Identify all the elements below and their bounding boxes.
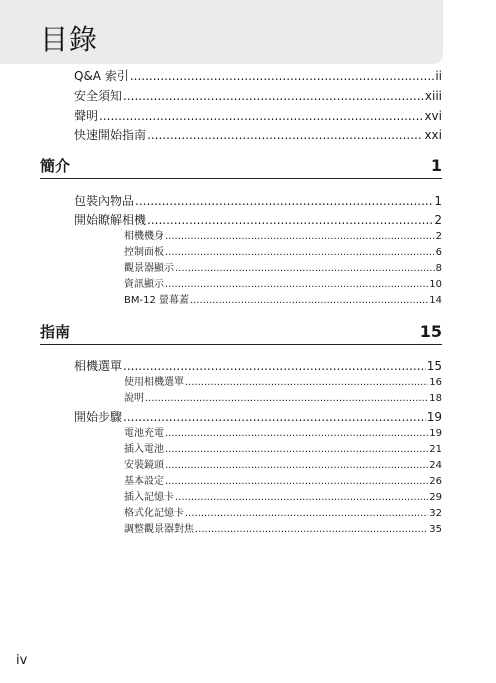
toc-entry-label: 調整觀景器對焦: [124, 524, 194, 535]
section-page: 1: [430, 156, 442, 175]
toc-entry-qa-index[interactable]: [74, 68, 442, 84]
toc-subentry-insert-battery[interactable]: [124, 443, 442, 457]
leader-dots: [123, 409, 426, 425]
section-page: 15: [419, 322, 442, 341]
toc-entry-page: 35: [429, 524, 442, 535]
leader-dots: [165, 427, 428, 441]
leader-dots: [147, 212, 433, 228]
leader-dots: [145, 392, 428, 406]
toc-entry-page: 6: [435, 247, 442, 258]
toc-subentry-camera-body[interactable]: [124, 230, 442, 244]
leader-dots: [195, 523, 428, 537]
leader-dots: [165, 246, 435, 260]
toc-entry-label: BM-12 螢幕蓋: [124, 295, 189, 306]
toc-entry-camera-menus[interactable]: [74, 358, 442, 374]
toc-subentry-control-panel[interactable]: [124, 246, 442, 260]
leader-dots: [165, 459, 428, 473]
toc-entry-label: 相機選單: [74, 359, 123, 373]
toc-entry-page: 14: [429, 295, 442, 306]
toc-subentry-monitor-cover[interactable]: [124, 294, 442, 308]
toc-entry-page: 8: [435, 263, 442, 274]
page-number: iv: [16, 653, 28, 668]
section-heading-guide[interactable]: [40, 318, 442, 345]
leader-dots: [99, 108, 423, 124]
leader-dots: [165, 230, 435, 244]
toc-entry-label: 觀景器顯示: [124, 263, 174, 274]
toc-entry-page: 19: [429, 428, 442, 439]
toc-subentry-info-display[interactable]: [124, 278, 442, 292]
toc-entry-label: Q&A 索引: [74, 69, 129, 83]
leader-dots: [190, 294, 428, 308]
toc-subentry-format-memory-card[interactable]: [124, 507, 442, 521]
leader-dots: [147, 127, 423, 143]
leader-dots: [165, 443, 428, 457]
toc-entry-page: xvi: [424, 109, 442, 123]
page-title: 目錄: [40, 23, 99, 56]
toc-subentry-insert-memory-card[interactable]: [124, 491, 442, 505]
toc-entry-label: 安裝鏡頭: [124, 460, 164, 471]
toc-entry-page: 19: [426, 410, 442, 424]
toc-entry-page: 26: [429, 476, 442, 487]
leader-dots: [175, 491, 428, 505]
toc-entry-label: 插入記憶卡: [124, 492, 174, 503]
toc-entry-page: 18: [429, 393, 442, 404]
toc-entry-first-steps[interactable]: [74, 409, 442, 425]
toc-entry-label: 基本設定: [124, 476, 164, 487]
toc-subentry-basic-setup[interactable]: [124, 475, 442, 489]
toc-entry-label: 快速開始指南: [74, 128, 147, 142]
toc-subentry-viewfinder-focus[interactable]: [124, 523, 442, 537]
toc-subentry-viewfinder-display[interactable]: [124, 262, 442, 276]
toc-entry-getting-to-know[interactable]: [74, 212, 442, 228]
toc-entry-label: 開始步驟: [74, 410, 123, 424]
toc-entry-label: 相機機身: [124, 231, 164, 242]
toc-entry-page: 2: [434, 213, 442, 227]
toc-entry-label: 使用相機選單: [124, 377, 184, 388]
toc-entry-page: ii: [435, 69, 442, 83]
leader-dots: [135, 193, 433, 209]
toc-subentry-attach-lens[interactable]: [124, 459, 442, 473]
toc-entry-safety[interactable]: [74, 88, 442, 104]
leader-dots: [175, 262, 435, 276]
section-title: 指南: [40, 323, 71, 341]
toc-entry-page: 32: [429, 508, 442, 519]
toc-entry-page: 1: [434, 194, 442, 208]
leader-dots: [165, 278, 428, 292]
toc-entry-page: 10: [429, 279, 442, 290]
toc-entry-page: 15: [426, 359, 442, 373]
toc-entry-label: 插入電池: [124, 444, 164, 455]
leader-dots: [185, 376, 428, 390]
toc-subentry-using-menus[interactable]: [124, 376, 442, 390]
toc-entry-page: 29: [429, 492, 442, 503]
leader-dots: [123, 358, 426, 374]
toc-entry-label: 格式化記憶卡: [124, 508, 184, 519]
toc-entry-label: 資訊顯示: [124, 279, 164, 290]
toc-subentry-help[interactable]: [124, 392, 442, 406]
toc-entry-page: 16: [429, 377, 442, 388]
toc-subentry-charge-battery[interactable]: [124, 427, 442, 441]
toc-entry-label: 說明: [124, 393, 144, 404]
toc-entry-package-contents[interactable]: [74, 193, 442, 209]
section-heading-introduction[interactable]: [40, 152, 442, 179]
toc-entry-page: xxi: [424, 128, 442, 142]
toc-entry-quick-start[interactable]: [74, 127, 442, 143]
toc-entry-label: 控制面板: [124, 247, 164, 258]
toc-entry-label: 電池充電: [124, 428, 164, 439]
toc-entry-label: 聲明: [74, 109, 99, 123]
toc-entry-label: 包裝內物品: [74, 194, 135, 208]
toc-entry-page: 24: [429, 460, 442, 471]
section-title: 簡介: [40, 157, 71, 175]
toc-entry-label: 安全須知: [74, 89, 123, 103]
toc-entry-page: 21: [429, 444, 442, 455]
leader-dots: [165, 475, 428, 489]
toc-entry-page: 2: [435, 231, 442, 242]
leader-dots: [185, 507, 428, 521]
toc-entry-label: 開始瞭解相機: [74, 213, 147, 227]
leader-dots: [123, 88, 424, 104]
leader-dots: [130, 68, 435, 84]
toc-entry-notices[interactable]: [74, 108, 442, 124]
toc-entry-page: xiii: [424, 89, 442, 103]
